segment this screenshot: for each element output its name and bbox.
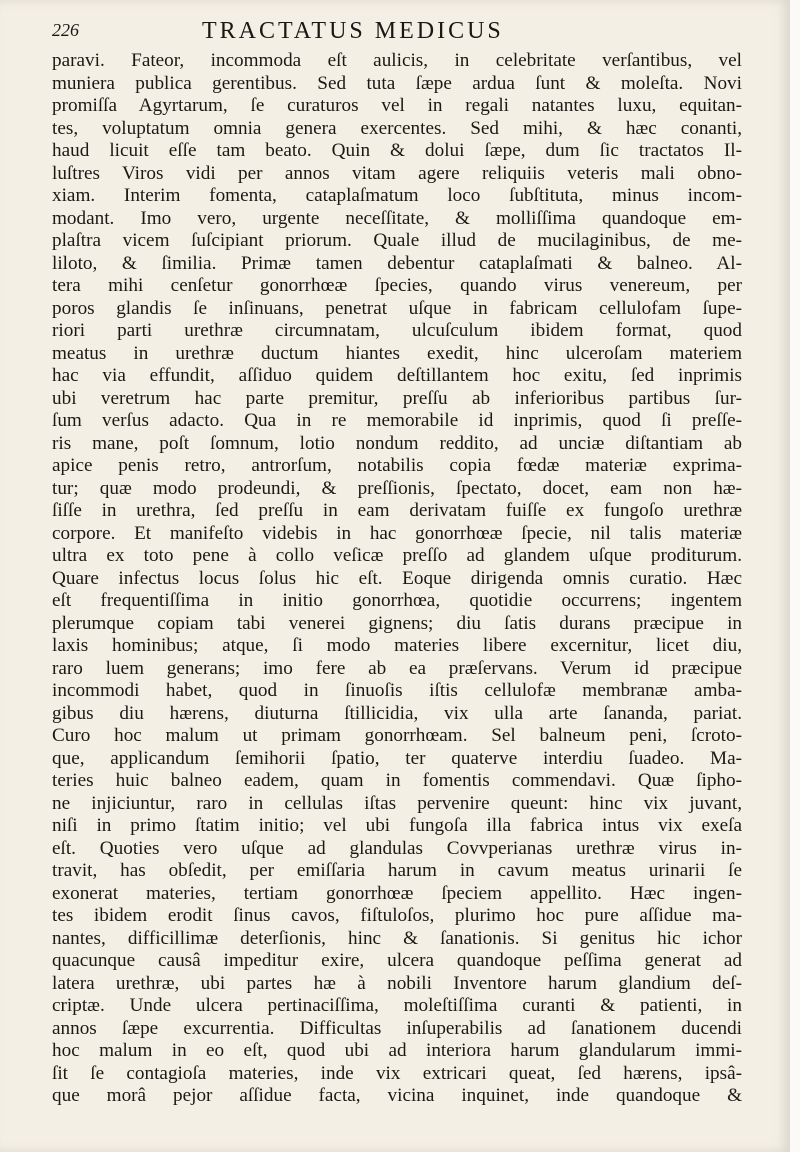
text-line: tes ibidem erodit ſinus cavos, fiſtuloſos, plurimo hoc pure aſſidue ma- bbox=[52, 905, 742, 926]
text-line: laxis hominibus; atque, ſi modo materies libere excernitur, licet diu, bbox=[52, 635, 742, 656]
text-line: xiam. Interim fomenta, cataplaſmatum loco ſubſtituta, minus incom- bbox=[52, 185, 742, 206]
text-line: ſiſſe in urethra, ſed preſſu in eam derivatam fuiſſe ex fungoſo urethræ bbox=[52, 500, 742, 521]
page-number: 226 bbox=[52, 20, 79, 40]
text-line: gibus diu hærens, diuturna ſtillicidia, vix ulla arte ſananda, pariat. bbox=[52, 702, 742, 724]
text-line: ne injiciuntur, raro in cellulas iſtas pervenire queunt: hinc vix juvant, bbox=[52, 792, 742, 814]
text-line: ultra ex toto pene à collo veſicæ preſſo ad glandem uſque proditurum. bbox=[52, 545, 742, 566]
text-line: luſtres Viros vidi per annos vitam agere reliquiis veteris mali obno- bbox=[52, 162, 742, 184]
text-line: meatus in urethræ ductum hiantes exedit, hinc ulceroſam materiem bbox=[52, 342, 742, 364]
text-line: teries huic balneo eadem, quam in fomentis commendavi. Quæ ſipho- bbox=[52, 770, 742, 791]
text-line: liloto, & ſimilia. Primæ tamen debentur cataplaſmati & balneo. Al- bbox=[52, 252, 742, 274]
text-line: hoc malum in eo eſt, quod ubi ad interiora harum glandularum immi- bbox=[52, 1040, 742, 1061]
text-line: travit, has obſedit, per emiſſaria harum in cavum meatus urinarii ſe bbox=[52, 860, 742, 881]
text-line: poros glandis ſe inſinuans, penetrat uſque in fabricam cellulofam ſupe- bbox=[52, 297, 742, 319]
page-edge bbox=[790, 0, 800, 1152]
text-line: promiſſa Agyrtarum, ſe curaturos vel in regali natantes luxu, equitan- bbox=[52, 95, 742, 116]
text-line: ſit ſe contagioſa materies, inde vix extricari queat, ſed hærens, ipsâ- bbox=[52, 1062, 742, 1084]
text-line: muniera publica gerentibus. Sed tuta ſæpe ardua ſunt & moleſta. Novi bbox=[52, 72, 742, 94]
text-line: corpore. Et manifeſto videbis in hac gonorrhœæ ſpecie, nil talis materiæ bbox=[52, 522, 742, 544]
text-line: Quare infectus locus ſolus hic eſt. Eoque dirigenda omnis curatio. Hæc bbox=[52, 567, 742, 589]
text-line: incommodi habet, quod in ſinuoſis iſtis cellulofæ membranæ amba- bbox=[52, 680, 742, 701]
text-line: haud licuit eſſe tam beato. Quin & dolui ſæpe, dum ſic tractatos Il- bbox=[52, 140, 742, 161]
text-line: eſt frequentiſſima in initio gonorrhœa, quotidie occurrens; ingentem bbox=[52, 590, 742, 611]
text-line: paravi. Fateor, incommoda eſt aulicis, in celebritate verſantibus, vel bbox=[52, 50, 742, 71]
text-line: tera mihi cenſetur gonorrhœæ ſpecies, quando virus venereum, per bbox=[52, 275, 742, 296]
text-line: ubi veretrum hac parte premitur, preſſu ab inferioribus partibus ſur- bbox=[52, 387, 742, 409]
text-line: tes, voluptatum omnia genera exercentes. Sed mihi, & hæc conanti, bbox=[52, 117, 742, 139]
body-text bbox=[52, 50, 742, 1108]
text-line: latera urethræ, ubi partes hæ à nobili Inventore harum glandium deſ- bbox=[52, 972, 742, 994]
text-line: annos ſæpe excurrentia. Difficultas inſuperabilis ad ſanationem ducendi bbox=[52, 1017, 742, 1039]
text-line: modant. Imo vero, urgente neceſſitate, & molliſſima quandoque em- bbox=[52, 207, 742, 229]
text-line: criptæ. Unde ulcera pertinaciſſima, moleſtiſſima curanti & patienti, in bbox=[52, 995, 742, 1016]
text-line: raro luem generans; imo fere ab ea præſervans. Verum id præcipue bbox=[52, 657, 742, 679]
text-line: nantes, difficillimæ deterſionis, hinc & ſanationis. Si genitus hic ichor bbox=[52, 927, 742, 949]
text-line: Curo hoc malum ut primam gonorrhœam. Sel balneum peni, ſcroto- bbox=[52, 725, 742, 746]
text-line: plaſtra vicem ſuſcipiant priorum. Quale illud de mucilaginibus, de me- bbox=[52, 230, 742, 251]
running-title: TRACTATUS MEDICUS bbox=[202, 18, 504, 44]
text-line: que morâ pejor aſſidue facta, vicina inquinet, inde quandoque & bbox=[52, 1085, 742, 1106]
text-line: riori parti urethræ circumnatam, ulcuſculum ibidem format, quod bbox=[52, 320, 742, 341]
text-line: plerumque copiam tabi venerei gignens; diu ſatis durans præcipue in bbox=[52, 612, 742, 634]
text-line: hac via effundit, aſſiduo quidem deſtillantem hoc exitu, ſed inprimis bbox=[52, 365, 742, 386]
text-line: que, applicandum ſemihorii ſpatio, ter quaterve interdiu ſuadeo. Ma- bbox=[52, 747, 742, 769]
text-line: apice penis retro, antrorſum, notabilis copia fœdæ materiæ exprima- bbox=[52, 455, 742, 476]
text-line: exonerat materies, tertiam gonorrhœæ ſpeciem appellito. Hæc ingen- bbox=[52, 882, 742, 904]
text-line: tur; quæ modo prodeundi, & preſſionis, ſpectato, docet, eam non hæ- bbox=[52, 477, 742, 499]
text-line: quacunque causâ impeditur exire, ulcera quandoque peſſima generat ad bbox=[52, 950, 742, 971]
running-head bbox=[52, 18, 742, 48]
text-line: niſi in primo ſtatim initio; vel ubi fungoſa illa fabrica intus vix exeſa bbox=[52, 815, 742, 836]
text-line: ſum verſus adacto. Qua in re memorabile id inprimis, quod ſi preſſe- bbox=[52, 410, 742, 431]
text-line: eſt. Quoties vero uſque ad glandulas Covvperianas urethræ virus in- bbox=[52, 837, 742, 859]
text-line: ris mane, poſt ſomnum, lotio nondum reddito, ad unciæ diſtantiam ab bbox=[52, 432, 742, 454]
